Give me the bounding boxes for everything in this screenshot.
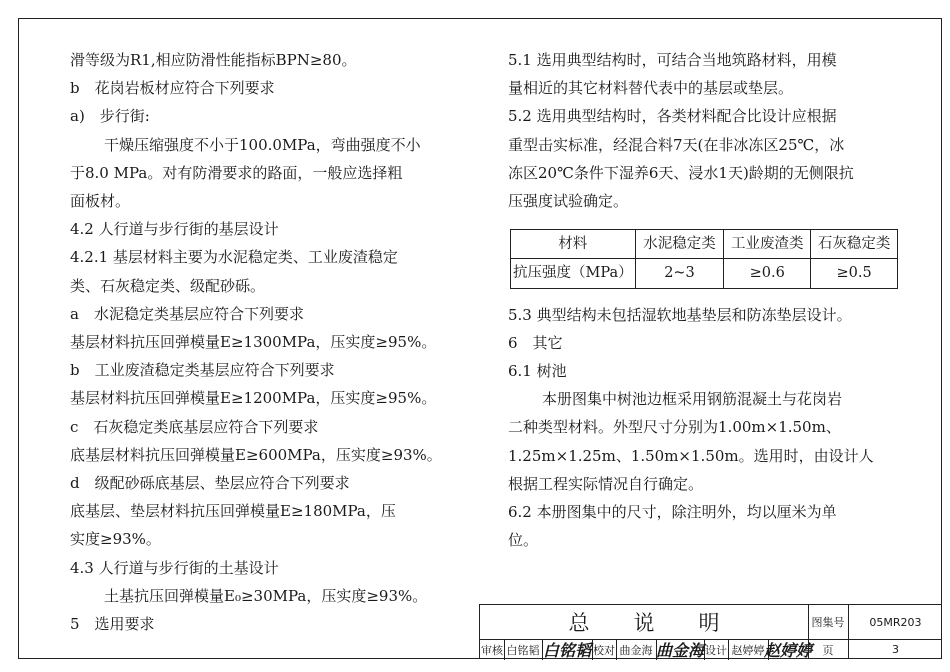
text-line: 重型击实标准，经混合料7天(在非冰冻区25℃，冰 <box>508 135 845 154</box>
text-line: 实度≥93%。 <box>70 530 161 549</box>
text-line: b 工业废渣稳定类基层应符合下列要求 <box>70 361 335 380</box>
drawing-title: 总说明 <box>568 611 764 635</box>
table-header-row <box>511 230 898 259</box>
table-header-cell: 材料 <box>511 230 636 259</box>
atlas-number-label: 图集号 <box>811 616 845 629</box>
designer-name: 赵婷婷 <box>731 643 765 657</box>
text-line: 5 选用要求 <box>70 615 155 634</box>
designer-signature: 赵婷婷 <box>764 641 813 660</box>
reviewer-name: 白铭韬 <box>506 643 540 657</box>
text-line: 基层材料抗压回弹模量E≥1200MPa，压实度≥95%。 <box>70 389 437 408</box>
text-line: 位。 <box>508 531 539 550</box>
text-line: 于8.0 MPa。对有防滑要求的路面，一般应选择粗 <box>70 163 403 182</box>
checker-name: 曲金海 <box>619 643 653 657</box>
table-header-cell: 石灰稳定类 <box>811 230 898 259</box>
text-line: 本册图集中树池边框采用钢筋混凝土与花岗岩 <box>542 390 843 409</box>
text-line: 4.2 人行道与步行街的基层设计 <box>70 220 279 239</box>
table-cell: ≥0.6 <box>724 259 811 288</box>
right-column <box>508 46 898 554</box>
review-label: 审核 <box>481 643 503 657</box>
table-header-cell: 工业废渣类 <box>724 230 811 259</box>
text-line: 冻区20℃条件下湿养6天、浸水1天)龄期的无侧限抗 <box>508 163 854 182</box>
text-line: 基层材料抗压回弹模量E≥1300MPa，压实度≥95%。 <box>70 333 437 352</box>
text-line: 1.25m×1.25m、1.50m×1.50m。选用时，由设计人 <box>508 446 874 465</box>
text-line: 滑等级为R1,相应防滑性能指标BPN≥80。 <box>70 51 357 69</box>
text-line: 6 其它 <box>508 333 563 352</box>
table-cell: 2~3 <box>635 259 724 288</box>
design-label: 设计 <box>705 643 727 657</box>
atlas-number: 05MR203 <box>869 615 922 629</box>
left-column <box>70 46 490 638</box>
compressive-strength-table <box>510 229 898 288</box>
check-label: 校对 <box>593 643 615 657</box>
text-line: 5.1 选用典型结构时，可结合当地筑路材料，用模 <box>508 51 837 69</box>
table-cell: 抗压强度（MPa） <box>511 259 636 288</box>
text-line: 6.1 树池 <box>508 362 567 381</box>
text-line: 干燥压缩强度不小于100.0MPa，弯曲强度不小 <box>104 135 421 154</box>
text-line: 量相近的其它材料替代表中的基层或垫层。 <box>508 79 794 98</box>
title-block <box>479 604 942 659</box>
page-number: 3 <box>892 643 899 656</box>
text-line: c 石灰稳定类底基层应符合下列要求 <box>70 417 319 436</box>
page-label: 页 <box>822 643 834 657</box>
text-line: 压强度试验确定。 <box>508 192 629 211</box>
text-line: 类、石灰稳定类、级配砂砾。 <box>70 276 266 295</box>
text-line: 5.3 典型结构未包括湿软地基垫层和防冻垫层设计。 <box>508 305 852 324</box>
table-cell: ≥0.5 <box>811 259 898 288</box>
right-column-bottom-text <box>508 301 898 555</box>
text-line: a 水泥稳定类基层应符合下列要求 <box>70 304 304 323</box>
text-line: 4.3 人行道与步行街的土基设计 <box>70 558 279 577</box>
checker-signature: 曲金海 <box>656 641 705 660</box>
text-line: b 花岗岩板材应符合下列要求 <box>70 79 275 98</box>
text-line: d 级配砂砾底基层、垫层应符合下列要求 <box>70 474 350 493</box>
text-line: 面板材。 <box>70 192 131 211</box>
text-line: 土基抗压回弹模量E₀≥30MPa，压实度≥93%。 <box>104 586 428 605</box>
text-line: 根据工程实际情况自行确定。 <box>508 474 704 493</box>
text-line: 二种类型材料。外型尺寸分别为1.00m×1.50m、 <box>508 418 841 437</box>
text-line: 底基层、垫层材料抗压回弹模量E≥180MPa，压 <box>70 502 396 521</box>
text-line: 5.2 选用典型结构时，各类材料配合比设计应根据 <box>508 107 837 126</box>
right-column-top-text <box>508 46 898 215</box>
text-line: 底基层材料抗压回弹模量E≥600MPa，压实度≥93%。 <box>70 445 442 464</box>
table-row <box>511 259 898 288</box>
text-line: 4.2.1 基层材料主要为水泥稳定类、工业废渣稳定 <box>70 248 398 267</box>
table-header-cell: 水泥稳定类 <box>635 230 724 259</box>
text-line: 6.2 本册图集中的尺寸，除注明外，均以厘米为单 <box>508 503 837 522</box>
reviewer-signature: 白铭韬 <box>542 641 591 660</box>
text-line: a) 步行街: <box>70 107 150 126</box>
